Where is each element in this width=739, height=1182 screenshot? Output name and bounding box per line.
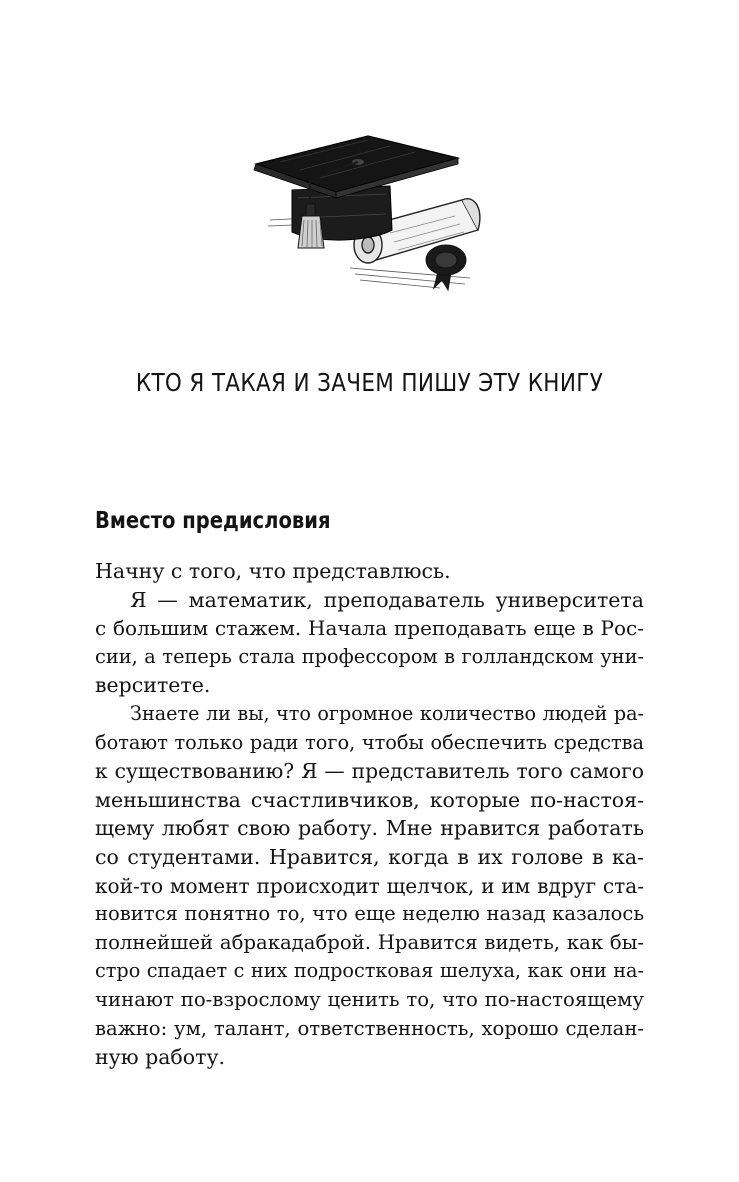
- text-line: к существованию? Я — представитель того самого: [95, 759, 644, 784]
- text-line: сии, а теперь стала профессором в голландском уни-: [95, 644, 644, 668]
- text-line: ботают только ради того, чтобы обеспечить средства: [95, 730, 644, 754]
- text-line: со студентами. Нравится, когда в их голове в ка-: [95, 844, 644, 869]
- mortarboard-top: [254, 136, 458, 198]
- text-line: чинают по-взрослому ценить то, что по-настоящему: [95, 987, 644, 1011]
- text-line: верситете.: [95, 673, 211, 698]
- graduation-cap-diploma-illustration: [240, 128, 490, 298]
- text-line: важно: ум, талант, ответственность, хорошо сделан-: [95, 1016, 644, 1040]
- text-line: Знаете ли вы, что огромное количество людей ра-: [130, 701, 644, 725]
- text-line: Я — математик, преподаватель университета: [130, 587, 644, 612]
- chapter-title: КТО Я ТАКАЯ И ЗАЧЕМ ПИШУ ЭТУ КНИГУ: [135, 368, 604, 397]
- text-line: щему любят свою работу. Мне нравится работать: [95, 816, 644, 841]
- text-line: кой-то момент происходит щелчок, и им вдруг ста-: [95, 873, 644, 898]
- text-line: меньшинства счастливчиков, которые по-настоя-: [95, 787, 644, 812]
- section-heading: Вместо предисловия: [95, 508, 331, 534]
- text-line: с большим стажем. Начала преподавать еще в Рос-: [95, 616, 644, 641]
- body-text: [95, 557, 644, 1072]
- text-line: Начну с того, что представлюсь.: [95, 559, 451, 583]
- text-line: стро спадает с них подростковая шелуха, как они на-: [95, 959, 644, 983]
- text-line: новится понятно то, что еще неделю назад казалось: [95, 902, 644, 926]
- text-line: полнейшей абракадаброй. Нравится видеть, как бы-: [95, 930, 644, 954]
- text-line: ную работу.: [95, 1045, 226, 1070]
